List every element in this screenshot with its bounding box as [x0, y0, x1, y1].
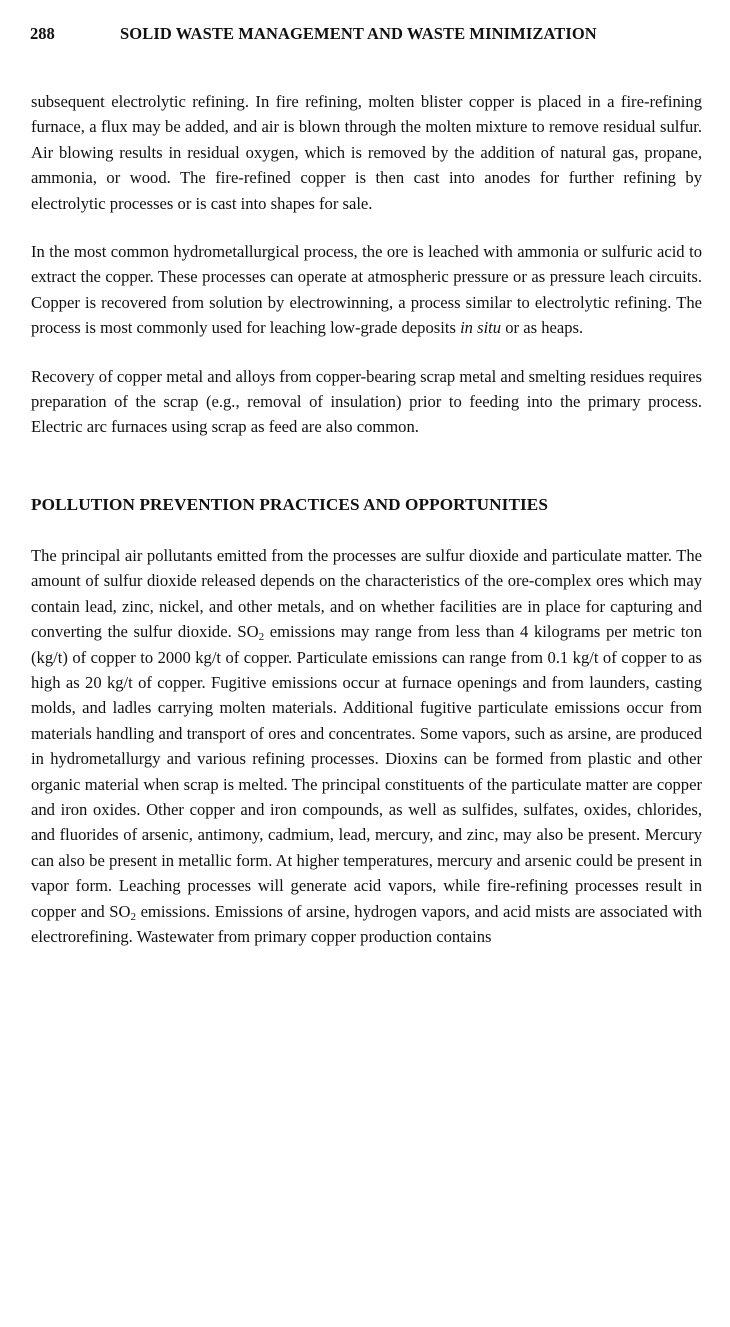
running-header — [30, 22, 700, 46]
page-number: 288 — [30, 24, 55, 43]
paragraph-hydrometallurgy — [31, 239, 702, 341]
running-title: SOLID WASTE MANAGEMENT AND WASTE MINIMIZATION — [120, 24, 597, 43]
so2-subscript-1: 2 — [258, 631, 265, 644]
pollutants-text-part3: emissions. Emissions of arsine, hydrogen vapors, and acid mists are associated with electrorefining. Wastewater from primary copper production contains — [31, 901, 702, 946]
paragraph-pollutants — [31, 543, 702, 950]
section-heading: POLLUTION PREVENTION PRACTICES AND OPPORTUNITIES — [31, 494, 549, 514]
paragraph-hydrometallurgy-end: or as heaps. — [505, 318, 584, 338]
pollutants-text-part1: The principal air pollutants emitted from the processes are sulfur dioxide and particulate matter. The amount of sulfur dioxide released depends on the characteristics of the ore-complex ores which may contain lead, zinc, nickel, and other metals, and on whether facilities are in place for capturing and converting the sulfur dioxide. SO — [31, 545, 702, 642]
so2-subscript-2: 2 — [130, 910, 136, 923]
in-situ-italic: in situ — [460, 318, 502, 338]
paragraph-scrap-recovery: Recovery of copper metal and alloys from copper-bearing scrap metal and smelting residues requires preparation of the scrap (e.g., removal of insulation) prior to feeding into the primary process. Electric arc furnaces using scrap as feed are also common. — [31, 366, 702, 437]
paragraph-fire-refining: subsequent electrolytic refining. In fire refining, molten blister copper is placed in a fire-refining furnace, a flux may be added, and air is blown through the molten mixture to remove residual sulfur. Air blowing results in residual oxygen, which is removed by the addition of natural gas, propane, ammonia, or wood. The fire-refined copper is then cast into anodes for further refining by electrolytic processes or is cast into shapes for sale. — [31, 92, 702, 213]
body-text — [31, 89, 702, 949]
pollutants-text-part2: emissions may range from less than 4 kilograms per metric ton (kg/t) of copper to 2000 kg/t of copper. Particulate emissions can range from 0.1 kg/t of copper to as high as 20 kg/t of copper. Fugitive emissions occur at furnace openings and from launders, casting molds, and ladles carrying molten materials. Additional fugitive particulate emissions occur from materials handling and transport of ores and concentrates. Some vapors, such as arsine, are produced in hydrometallurgy and various refining processes. Dioxins can be formed from plastic and other organic material when scrap is melted. The principal constituents of the particulate matter are copper and iron oxides. Other copper and iron compounds, as well as sulfides, sulfates, oxides, chlorides, and fluorides of arsenic, antimony, cadmium, lead, mercury, and zinc, may also be present. Mercury can also be present in metallic form. At higher temperatures, mercury and arsenic could be present in vapor form. Leaching processes will generate acid vapors, while fire-refining processes result in copper and SO — [31, 622, 702, 921]
paragraph-hydrometallurgy-text: In the most common hydrometallurgical process, the ore is leached with ammonia or sulfuric acid to extract the copper. These processes can operate at atmospheric pressure or as pressure leach circuits. Copper is recovered from solution by electrowinning, a process similar to electrolytic refining. The process is most commonly used for leaching low-grade deposits — [31, 242, 702, 338]
